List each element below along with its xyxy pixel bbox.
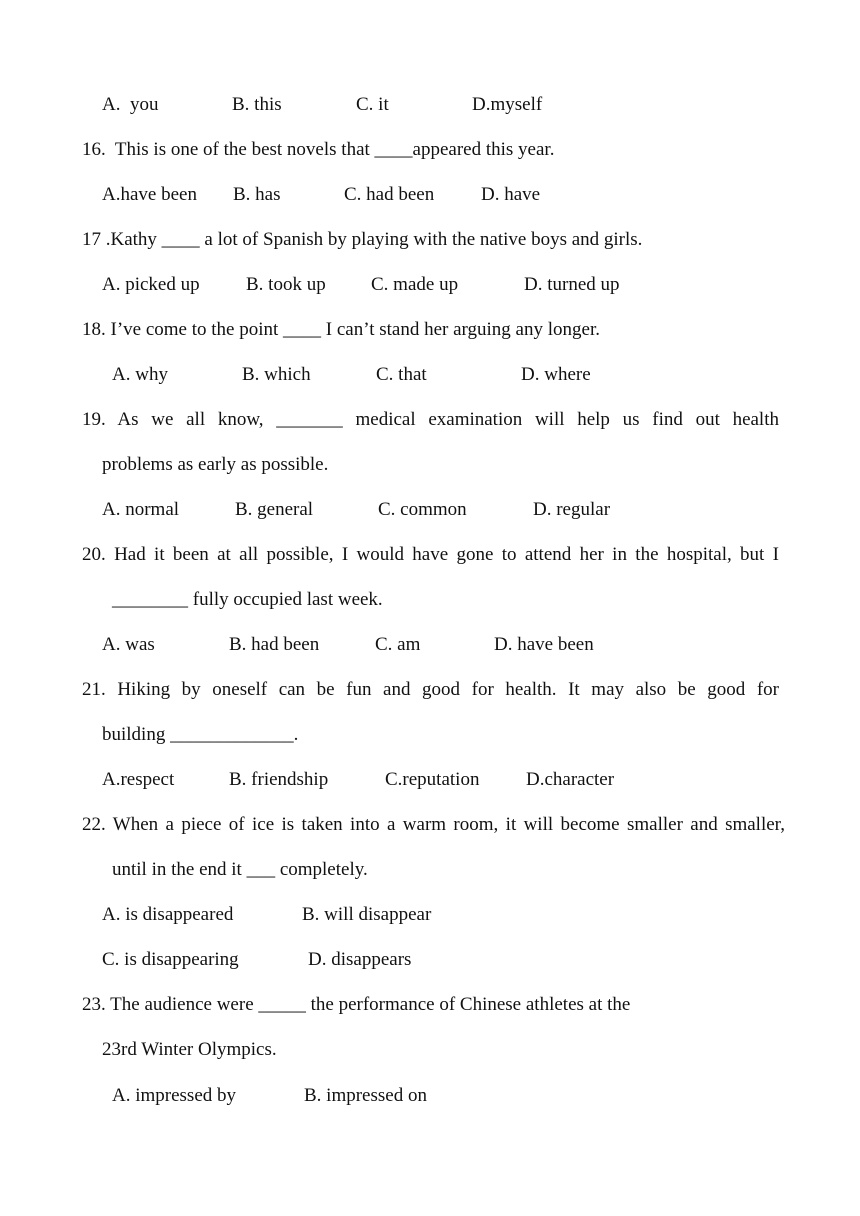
q15-option-d: D.myself [472,94,543,115]
q16-option-b: B. has [233,184,281,205]
q18-option-b: B. which [242,364,311,385]
q20-option-c: C. am [375,634,421,655]
q16-stem: 16. This is one of the best novels that ____appeared this year. [82,139,555,160]
q22-stem-line2: until in the end it ___ completely. [112,859,368,880]
q17-stem: 17 .Kathy ____ a lot of Spanish by playing with the native boys and girls. [82,229,643,250]
q21-stem-line1: 21. Hiking by oneself can be fun and good for health. It may also be good for [82,679,779,700]
q22-option-a: A. is disappeared [102,904,234,925]
q19-option-c: C. common [378,499,467,520]
q21-option-c: C.reputation [385,769,480,790]
q21-option-b: B. friendship [229,769,329,790]
q20-option-b: B. had been [229,634,320,655]
q20-stem-line2: ________ fully occupied last week. [112,589,383,610]
q21-option-d: D.character [526,769,615,790]
q18-option-a: A. why [112,364,168,385]
q22-option-b: B. will disappear [302,904,432,925]
q21-stem-line2: building _____________. [102,724,299,745]
q20-option-a: A. was [102,634,155,655]
q17-option-c: C. made up [371,274,459,295]
q22-stem-line1: 22. When a piece of ice is taken into a warm room, it will become smaller and smaller, [82,814,785,835]
q17-option-b: B. took up [246,274,326,295]
q16-option-d: D. have [481,184,541,205]
q20-option-d: D. have been [494,634,594,655]
q19-option-a: A. normal [102,499,180,520]
q15-option-c: C. it [356,94,389,115]
q23-option-a: A. impressed by [112,1085,237,1106]
q19-option-b: B. general [235,499,314,520]
q22-option-d: D. disappears [308,949,412,970]
q17-option-d: D. turned up [524,274,620,295]
q18-option-d: D. where [521,364,591,385]
q19-stem-line2: problems as early as possible. [102,454,329,475]
q23-stem-line1: 23. The audience were _____ the performance of Chinese athletes at the [82,994,631,1015]
q22-option-c: C. is disappearing [102,949,239,970]
q20-stem-line1: 20. Had it been at all possible, I would have gone to attend her in the hospital, but I [82,544,779,565]
q19-option-d: D. regular [533,499,611,520]
q18-stem: 18. I’ve come to the point ____ I can’t stand her arguing any longer. [82,319,600,340]
q15-option-a: A. you [102,94,159,115]
q23-option-b: B. impressed on [304,1085,427,1106]
q21-option-a: A.respect [102,769,175,790]
q16-option-a: A.have been [102,184,197,205]
q16-option-c: C. had been [344,184,435,205]
q18-option-c: C. that [376,364,427,385]
q19-stem-line1: 19. As we all know, _______ medical examination will help us find out health [82,409,779,430]
q15-option-b: B. this [232,94,282,115]
q17-option-a: A. picked up [102,274,200,295]
q23-stem-line2: 23rd Winter Olympics. [102,1039,277,1060]
